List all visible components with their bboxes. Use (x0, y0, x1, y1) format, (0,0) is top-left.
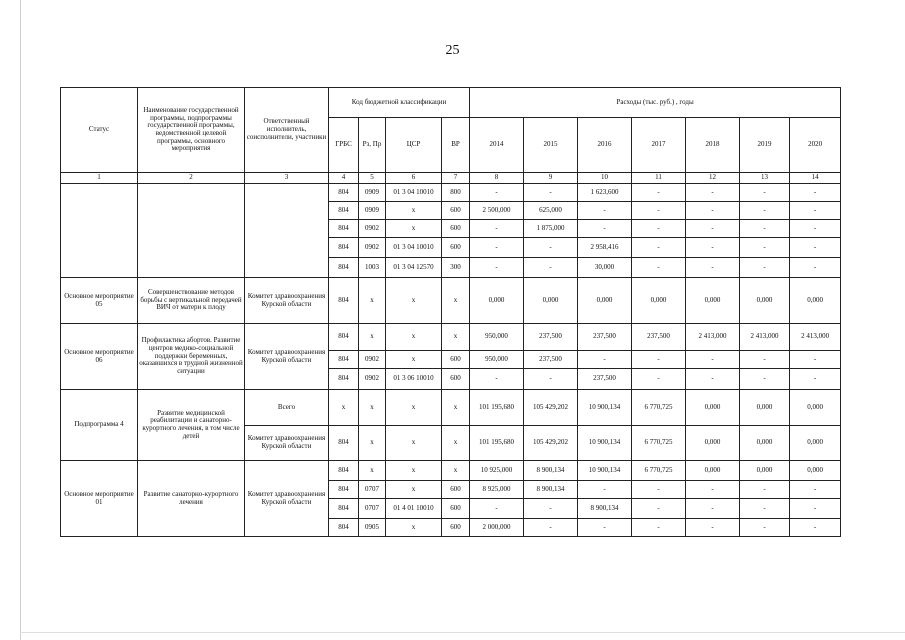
value-cell: - (790, 499, 841, 519)
column-number: 13 (740, 173, 790, 184)
value-cell: 237,500 (524, 324, 578, 351)
header-year: 2017 (632, 118, 686, 173)
value-cell: 10 900,134 (578, 390, 632, 426)
value-cell: - (740, 519, 790, 537)
responsible-cell: Всего (245, 390, 329, 426)
responsible-cell: Комитет здравоохранения Курской области (245, 278, 329, 324)
header-year: 2016 (578, 118, 632, 173)
header-vr: ВР (442, 118, 470, 173)
value-cell: 0,000 (790, 390, 841, 426)
responsible-cell: Комитет здравоохранения Курской области (245, 324, 329, 390)
status-cell: Основное мероприятие 01 (61, 461, 138, 537)
grbs-cell: 804 (329, 202, 359, 220)
grbs-cell: 804 (329, 351, 359, 369)
value-cell: - (470, 220, 524, 238)
value-cell: 10 900,134 (578, 426, 632, 461)
value-cell: 2 000,000 (470, 519, 524, 537)
value-cell: - (790, 481, 841, 499)
value-cell: 2 413,000 (686, 324, 740, 351)
header-year: 2015 (524, 118, 578, 173)
value-cell: - (632, 258, 686, 278)
value-cell: 0,000 (790, 426, 841, 461)
value-cell: - (740, 351, 790, 369)
value-cell: - (686, 499, 740, 519)
value-cell: 8 900,134 (578, 499, 632, 519)
value-cell: - (686, 184, 740, 202)
status-cell: Основное мероприятие 06 (61, 324, 138, 390)
header-name: Наименование государственной программы, подпрограммы государственной программы, ведомственной целевой программы, основного мероприятия (138, 88, 245, 173)
column-number: 14 (790, 173, 841, 184)
table-row (61, 461, 841, 481)
column-number: 3 (245, 173, 329, 184)
value-cell: - (686, 238, 740, 258)
value-cell: - (740, 481, 790, 499)
value-cell: - (686, 220, 740, 238)
value-cell: - (578, 351, 632, 369)
value-cell: - (578, 481, 632, 499)
name-cell: Профилактика абортов. Развитие центров медико-социальной поддержки беременных, оказавшихся в трудной жизненной ситуации (138, 324, 245, 390)
responsible-cell (245, 184, 329, 278)
csr-cell: 01 3 04 12570 (386, 258, 442, 278)
responsible-cell: Комитет здравоохранения Курской области (245, 461, 329, 537)
column-number: 5 (359, 173, 386, 184)
header-year: 2020 (790, 118, 841, 173)
value-cell: 105 429,202 (524, 390, 578, 426)
responsible-cell: Комитет здравоохранения Курской области (245, 426, 329, 461)
rz-cell: 0909 (359, 184, 386, 202)
csr-cell: x (386, 324, 442, 351)
value-cell: - (790, 184, 841, 202)
value-cell: - (686, 519, 740, 537)
value-cell: - (632, 202, 686, 220)
grbs-cell: x (329, 390, 359, 426)
value-cell: - (740, 184, 790, 202)
column-number: 7 (442, 173, 470, 184)
value-cell: 0,000 (740, 278, 790, 324)
csr-cell: 01 3 06 10010 (386, 369, 442, 390)
rz-cell: x (359, 461, 386, 481)
value-cell: - (740, 258, 790, 278)
value-cell: - (632, 481, 686, 499)
value-cell: 1 623,600 (578, 184, 632, 202)
value-cell: - (524, 258, 578, 278)
vr-cell: 600 (442, 202, 470, 220)
value-cell: - (740, 369, 790, 390)
value-cell: - (686, 351, 740, 369)
column-number: 4 (329, 173, 359, 184)
csr-cell: 01 4 01 10010 (386, 499, 442, 519)
name-cell: Развитие медицинской реабилитации и санаторно-курортного лечения, в том числе детей (138, 390, 245, 461)
vr-cell: x (442, 390, 470, 426)
header-expenses: Расходы (тыс. руб.) , годы (470, 88, 841, 118)
column-number: 1 (61, 173, 138, 184)
value-cell: - (790, 519, 841, 537)
value-cell: 0,000 (578, 278, 632, 324)
vr-cell: x (442, 461, 470, 481)
grbs-cell: 804 (329, 238, 359, 258)
value-cell: - (632, 351, 686, 369)
rz-cell: x (359, 426, 386, 461)
table-row (61, 184, 841, 202)
grbs-cell: 804 (329, 481, 359, 499)
value-cell: - (524, 499, 578, 519)
value-cell: 237,500 (632, 324, 686, 351)
value-cell: - (740, 220, 790, 238)
header-rz: Рз, Пр (359, 118, 386, 173)
value-cell: 237,500 (578, 369, 632, 390)
value-cell: - (524, 238, 578, 258)
grbs-cell: 804 (329, 369, 359, 390)
rz-cell: 0909 (359, 202, 386, 220)
vr-cell: x (442, 426, 470, 461)
value-cell: 0,000 (686, 390, 740, 426)
value-cell: - (632, 499, 686, 519)
value-cell: 2 958,416 (578, 238, 632, 258)
value-cell: 0,000 (524, 278, 578, 324)
value-cell: - (578, 202, 632, 220)
rz-cell: 0902 (359, 220, 386, 238)
rz-cell: x (359, 324, 386, 351)
rz-cell: 0902 (359, 369, 386, 390)
vr-cell: x (442, 324, 470, 351)
value-cell: - (632, 369, 686, 390)
grbs-cell: 804 (329, 519, 359, 537)
grbs-cell: 804 (329, 184, 359, 202)
name-cell (138, 184, 245, 278)
value-cell: 8 900,134 (524, 461, 578, 481)
value-cell: - (790, 238, 841, 258)
value-cell: 101 195,680 (470, 390, 524, 426)
value-cell: - (470, 238, 524, 258)
value-cell: 8 925,000 (470, 481, 524, 499)
grbs-cell: 804 (329, 426, 359, 461)
grbs-cell: 804 (329, 220, 359, 238)
rz-cell: x (359, 278, 386, 324)
csr-cell: 01 3 04 10010 (386, 238, 442, 258)
value-cell: - (686, 258, 740, 278)
value-cell: 30,000 (578, 258, 632, 278)
value-cell: 237,500 (578, 324, 632, 351)
scan-edge-bottom (20, 632, 905, 633)
page-number: 25 (445, 43, 460, 58)
csr-cell: x (386, 202, 442, 220)
grbs-cell: 804 (329, 499, 359, 519)
rz-cell: 0905 (359, 519, 386, 537)
status-cell: Подпрограмма 4 (61, 390, 138, 461)
header-budget-code: Код бюджетной классификации (329, 88, 470, 118)
value-cell: - (740, 202, 790, 220)
vr-cell: 600 (442, 481, 470, 499)
vr-cell: 600 (442, 220, 470, 238)
value-cell: 0,000 (790, 278, 841, 324)
value-cell: - (686, 481, 740, 499)
column-number: 10 (578, 173, 632, 184)
name-cell: Развитие санаторно-курортного лечения (138, 461, 245, 537)
budget-table (60, 87, 841, 537)
value-cell: 10 925,000 (470, 461, 524, 481)
csr-cell: x (386, 278, 442, 324)
value-cell: - (686, 369, 740, 390)
value-cell: - (790, 202, 841, 220)
value-cell: 0,000 (740, 461, 790, 481)
value-cell: 625,000 (524, 202, 578, 220)
header-year: 2014 (470, 118, 524, 173)
vr-cell: 600 (442, 369, 470, 390)
value-cell: - (470, 258, 524, 278)
scan-edge-left (20, 0, 21, 640)
value-cell: - (470, 369, 524, 390)
value-cell: - (790, 220, 841, 238)
rz-cell: x (359, 390, 386, 426)
header-status: Статус (61, 88, 138, 173)
csr-cell: x (386, 481, 442, 499)
header-year: 2019 (740, 118, 790, 173)
value-cell: - (686, 202, 740, 220)
value-cell: - (470, 184, 524, 202)
value-cell: - (632, 184, 686, 202)
value-cell: 0,000 (686, 278, 740, 324)
csr-cell: x (386, 220, 442, 238)
value-cell: 8 900,134 (524, 481, 578, 499)
table-row (61, 278, 841, 324)
value-cell: - (632, 238, 686, 258)
value-cell: - (790, 351, 841, 369)
column-number-row (61, 173, 841, 184)
name-cell: Совершенствование методов борьбы с вертикальной передачей ВИЧ от матери к плоду (138, 278, 245, 324)
vr-cell: 600 (442, 351, 470, 369)
value-cell: - (578, 220, 632, 238)
table-row (61, 324, 841, 351)
rz-cell: 0902 (359, 351, 386, 369)
value-cell: 6 770,725 (632, 390, 686, 426)
value-cell: 105 429,202 (524, 426, 578, 461)
value-cell: 237,500 (524, 351, 578, 369)
value-cell: 0,000 (686, 461, 740, 481)
rz-cell: 1003 (359, 258, 386, 278)
column-number: 6 (386, 173, 442, 184)
value-cell: 1 875,000 (524, 220, 578, 238)
value-cell: - (524, 369, 578, 390)
value-cell: 10 900,134 (578, 461, 632, 481)
value-cell: - (790, 369, 841, 390)
csr-cell: x (386, 461, 442, 481)
value-cell: 101 195,680 (470, 426, 524, 461)
csr-cell: 01 3 04 10010 (386, 184, 442, 202)
vr-cell: 600 (442, 499, 470, 519)
grbs-cell: 804 (329, 258, 359, 278)
value-cell: 2 413,000 (740, 324, 790, 351)
rz-cell: 0707 (359, 481, 386, 499)
column-number: 8 (470, 173, 524, 184)
value-cell: 2 413,000 (790, 324, 841, 351)
csr-cell: x (386, 519, 442, 537)
status-cell: Основное мероприятие 05 (61, 278, 138, 324)
header-csr: ЦСР (386, 118, 442, 173)
value-cell: 950,000 (470, 324, 524, 351)
header-row-1 (61, 88, 841, 118)
value-cell: - (740, 499, 790, 519)
value-cell: - (740, 238, 790, 258)
csr-cell: x (386, 390, 442, 426)
value-cell: - (632, 519, 686, 537)
header-year: 2018 (686, 118, 740, 173)
value-cell: 0,000 (686, 426, 740, 461)
csr-cell: x (386, 351, 442, 369)
vr-cell: x (442, 278, 470, 324)
value-cell: - (524, 519, 578, 537)
value-cell: 950,000 (470, 351, 524, 369)
value-cell: 0,000 (470, 278, 524, 324)
rz-cell: 0902 (359, 238, 386, 258)
value-cell: 0,000 (790, 461, 841, 481)
value-cell: 6 770,725 (632, 426, 686, 461)
rz-cell: 0707 (359, 499, 386, 519)
table-row (61, 390, 841, 426)
vr-cell: 300 (442, 258, 470, 278)
grbs-cell: 804 (329, 278, 359, 324)
value-cell: - (470, 499, 524, 519)
column-number: 9 (524, 173, 578, 184)
vr-cell: 600 (442, 519, 470, 537)
value-cell: - (524, 184, 578, 202)
vr-cell: 600 (442, 238, 470, 258)
value-cell: 0,000 (740, 390, 790, 426)
status-cell (61, 184, 138, 278)
value-cell: 6 770,725 (632, 461, 686, 481)
value-cell: - (578, 519, 632, 537)
header-grbs: ГРБС (329, 118, 359, 173)
column-number: 11 (632, 173, 686, 184)
value-cell: - (632, 220, 686, 238)
value-cell: 2 500,000 (470, 202, 524, 220)
column-number: 12 (686, 173, 740, 184)
vr-cell: 800 (442, 184, 470, 202)
grbs-cell: 804 (329, 324, 359, 351)
grbs-cell: 804 (329, 461, 359, 481)
value-cell: 0,000 (632, 278, 686, 324)
value-cell: 0,000 (740, 426, 790, 461)
value-cell: - (790, 258, 841, 278)
csr-cell: x (386, 426, 442, 461)
header-responsible: Ответственный исполнитель, соисполнители, участники (245, 88, 329, 173)
column-number: 2 (138, 173, 245, 184)
